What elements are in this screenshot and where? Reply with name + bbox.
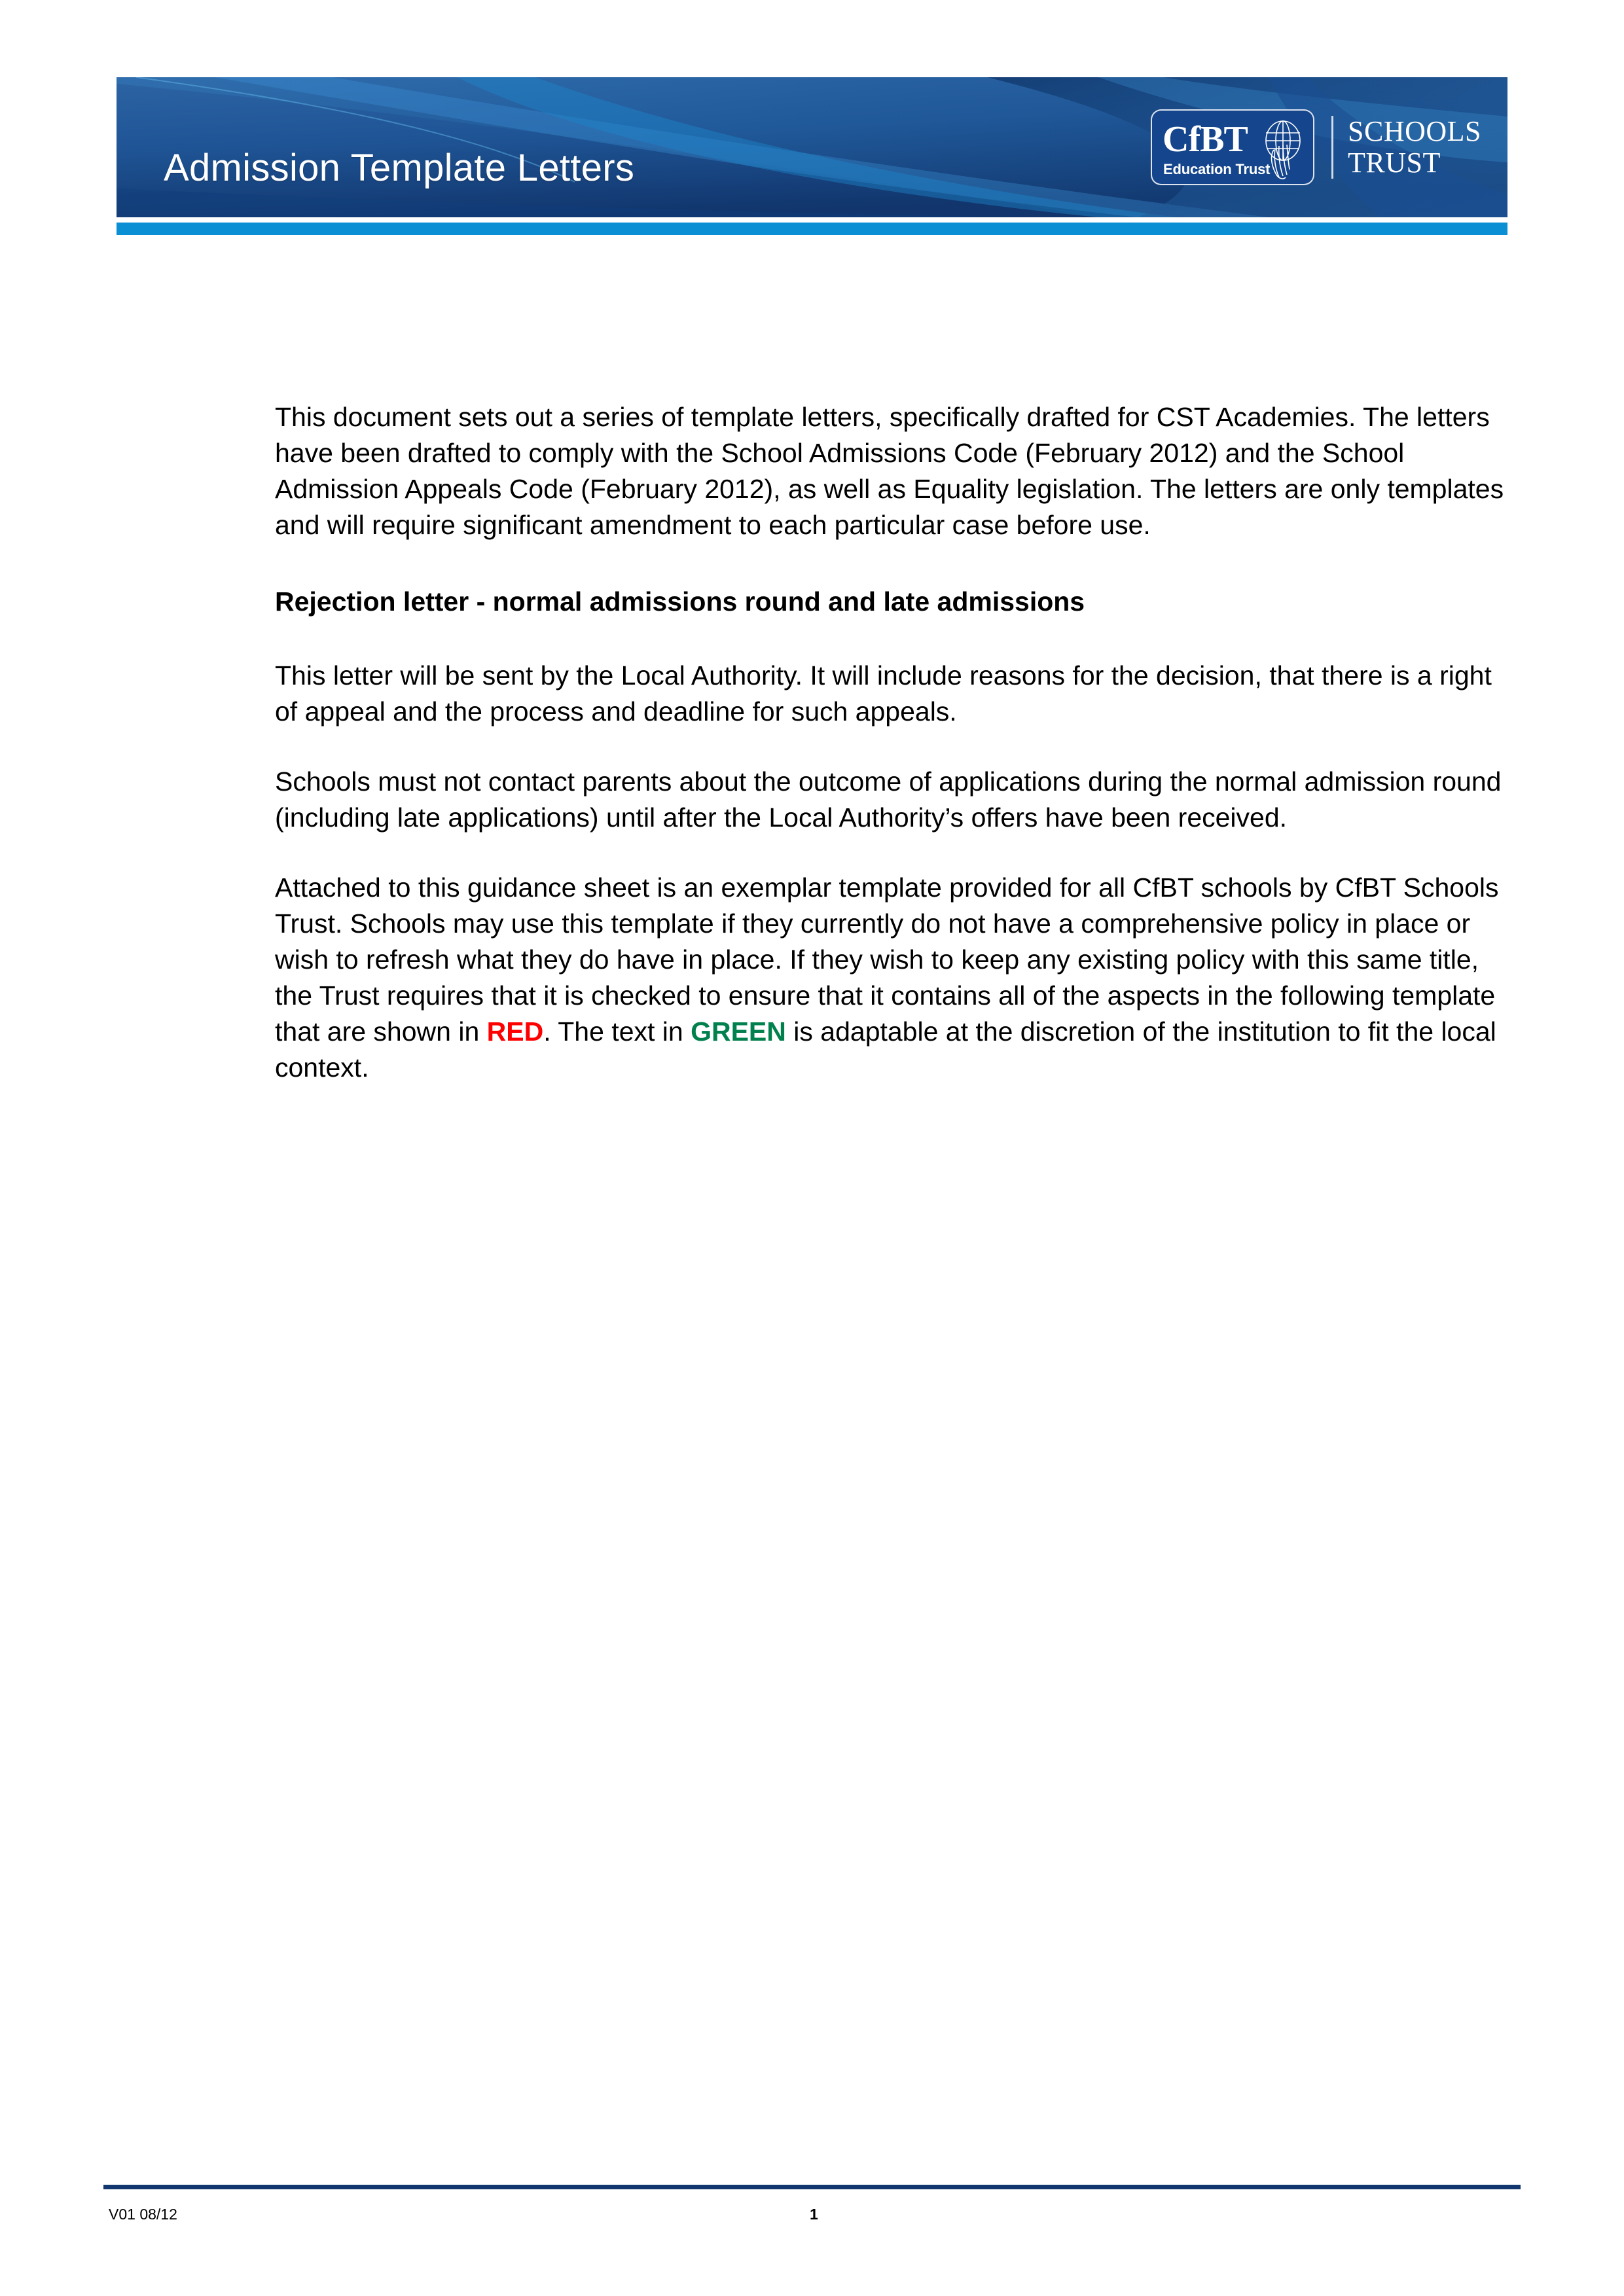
schools-trust-line-1: SCHOOLS: [1348, 115, 1481, 148]
paragraph-4-text-part-2: . The text in: [543, 1016, 691, 1047]
spacer: [275, 730, 1511, 764]
paragraph-local-authority: This letter will be sent by the Local Authority. It will include reasons for the decision, that there is a right of appeal and the process and deadline for such appeals.: [275, 660, 1492, 726]
cfbt-logo-box: [1151, 109, 1314, 185]
logo-divider: [1331, 116, 1333, 179]
page-title: Admission Template Letters: [164, 147, 635, 189]
schools-trust-wordmark: [1348, 116, 1481, 178]
spacer: [275, 836, 1511, 870]
paragraph-attached-guidance: [275, 870, 1511, 1086]
cfbt-tagline: Education Trust: [1163, 161, 1271, 177]
cfbt-schools-trust-logo: [1151, 107, 1481, 187]
paragraph-4-text-part-3: is adaptable at the discretion of the institution to fit the local context.: [275, 1016, 1496, 1083]
paragraph-schools-must-not-contact: Schools must not contact parents about the outcome of applications during the normal admission round (including late applications) until after the Local Authority’s offers have been received.: [275, 766, 1502, 833]
header-banner: [117, 77, 1507, 217]
green-keyword: GREEN: [691, 1016, 786, 1047]
schools-trust-line-2: TRUST: [1348, 147, 1441, 179]
red-keyword: RED: [486, 1016, 544, 1047]
footer-page-number: 1: [810, 2206, 818, 2223]
spacer: [275, 620, 1511, 658]
section-heading: Rejection letter - normal admissions round and late admissions: [275, 586, 1085, 617]
cfbt-wordmark: CfBT: [1163, 119, 1248, 160]
document-body: [275, 399, 1511, 1086]
paragraph-4-text-part-1: Attached to this guidance sheet is an exemplar template provided for all CfBT schools by CfBT Schools Trust. Schools may use this template if they currently do not have a comprehensive policy in place or wish to refresh what they do have in place. If they wish to keep any existing policy with this same title, the Trust requires that it is checked to ensure that it contains all of the aspects in the following template that are shown in: [275, 872, 1499, 1047]
header-accent-bar: [117, 223, 1507, 235]
footer-rule: [103, 2185, 1521, 2189]
intro-paragraph: This document sets out a series of template letters, specifically drafted for CST Academies. The letters have been drafted to comply with the School Admissions Code (February 2012) and the School Admission Appeals Code (February 2012), as well as Equality legislation. The letters are only templates and will require significant amendment to each particular case before use.: [275, 402, 1504, 540]
globe-icon: [1257, 115, 1305, 183]
spacer: [275, 543, 1511, 584]
footer-version: V01 08/12: [109, 2206, 177, 2223]
